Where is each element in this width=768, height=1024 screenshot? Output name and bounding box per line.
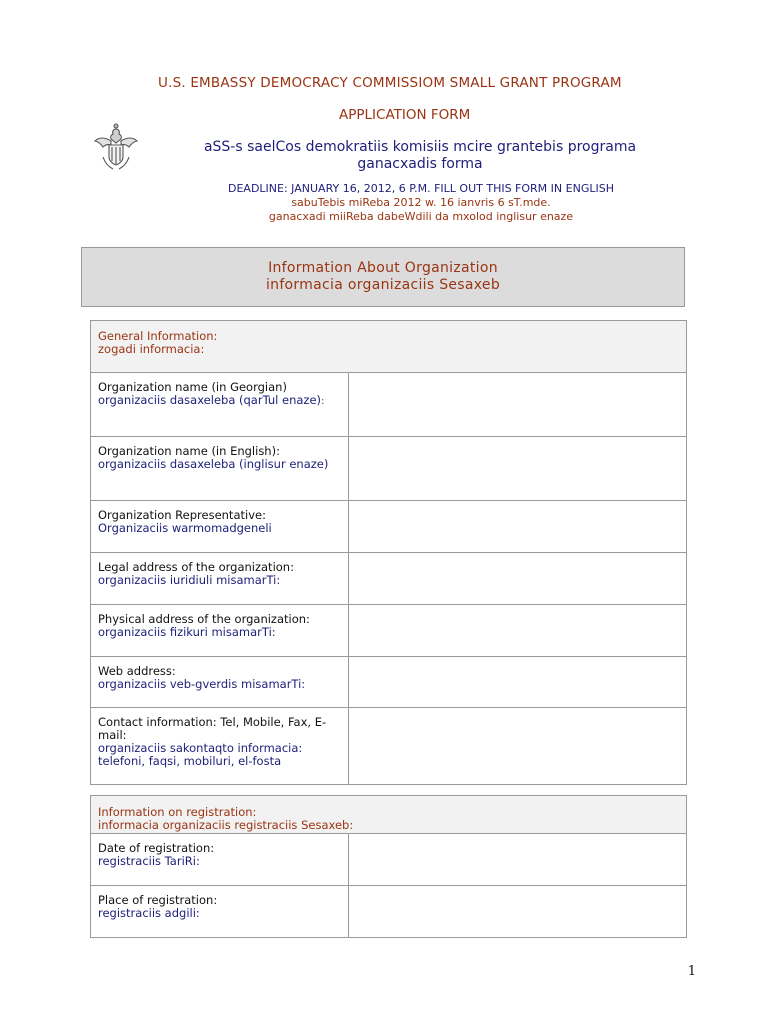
us-great-seal-icon [93, 123, 139, 173]
table-row [91, 501, 687, 553]
label-ge: organizaciis iuridiuli misamarTi: [98, 573, 281, 587]
label-ge-text: organizaciis dasaxeleba (qarTul enaze) [98, 393, 322, 407]
registration-header-en: Information on registration: [98, 805, 257, 819]
label-ge: organizaciis veb-gverdis misamarTi: [98, 677, 306, 691]
label-en: Physical address of the organization: [98, 612, 310, 626]
label-ge: registraciis adgili: [98, 906, 200, 920]
org-representative-field[interactable] [349, 501, 687, 553]
field-label [91, 657, 349, 708]
registration-header-ge: informacia organizaciis registraciis Sesaxeb: [98, 818, 354, 832]
label-ge: organizaciis fizikuri misamarTi: [98, 625, 276, 639]
field-label [91, 553, 349, 605]
field-label [91, 373, 349, 437]
field-label [91, 886, 349, 938]
table-row [91, 657, 687, 708]
table-row [91, 708, 687, 785]
general-info-table [90, 320, 687, 785]
label-en: Legal address of the organization: [98, 560, 294, 574]
table-row [91, 553, 687, 605]
table-row [91, 373, 687, 437]
label-ge-suffix: : [321, 396, 325, 407]
general-info-header-en: General Information: [98, 329, 218, 343]
field-label [91, 834, 349, 886]
label-ge: Organizaciis warmomadgeneli [98, 521, 272, 535]
table-row [91, 834, 687, 886]
table-row [91, 886, 687, 938]
registration-header [91, 796, 687, 834]
org-name-english-field[interactable] [349, 437, 687, 501]
label-en: Contact information: Tel, Mobile, Fax, E-mail: [98, 715, 327, 742]
label-en: Organization name (in Georgian) [98, 380, 287, 394]
deadline-english: DEADLINE: JANUARY 16, 2012, 6 P.M. FILL OUT THIS FORM IN ENGLISH [228, 182, 614, 195]
contact-info-field[interactable] [349, 708, 687, 785]
label-en: Organization Representative: [98, 508, 266, 522]
table-row [91, 605, 687, 657]
page-number: 1 [687, 964, 696, 979]
registration-table [90, 795, 687, 938]
field-label [91, 501, 349, 553]
web-address-field[interactable] [349, 657, 687, 708]
legal-address-field[interactable] [349, 553, 687, 605]
field-label [91, 605, 349, 657]
general-info-header-ge: zogadi informacia: [98, 342, 205, 356]
banner-title-en: Information About Organization [268, 260, 498, 276]
deadline-georgian-2: ganacxadi miiReba dabeWdili da mxolod inglisur enaze [268, 210, 574, 223]
banner-title-ge: informacia organizaciis Sesaxeb [265, 277, 501, 293]
registration-place-field[interactable] [349, 886, 687, 938]
registration-date-field[interactable] [349, 834, 687, 886]
label-en: Date of registration: [98, 841, 215, 855]
section-banner [81, 247, 685, 307]
label-en: Organization name (in English): [98, 444, 280, 458]
georgian-title [160, 139, 680, 173]
field-label [91, 708, 349, 785]
general-info-header [91, 321, 687, 373]
table-row [91, 437, 687, 501]
physical-address-field[interactable] [349, 605, 687, 657]
label-ge [98, 394, 342, 408]
label-en: Web address: [98, 664, 176, 678]
georgian-title-line-2: ganacxadis forma [357, 156, 483, 172]
georgian-title-line-1: aSS-s saelCos demokratiis komisiis mcire grantebis programa [203, 139, 637, 155]
field-label [91, 437, 349, 501]
program-title: U.S. EMBASSY DEMOCRACY COMMISSIOM SMALL GRANT PROGRAM [158, 75, 622, 91]
deadline-georgian-1: sabuTebis miReba 2012 w. 16 ianvris 6 sT.mde. [291, 196, 551, 209]
label-en: Place of registration: [98, 893, 218, 907]
label-ge: organizaciis dasaxeleba (inglisur enaze) [98, 457, 329, 471]
org-name-georgian-field[interactable] [349, 373, 687, 437]
form-subtitle: APPLICATION FORM [339, 107, 471, 123]
label-ge: registraciis TariRi: [98, 854, 200, 868]
label-ge: organizaciis sakontaqto informacia: telefoni, faqsi, mobiluri, el-fosta [98, 741, 303, 768]
deadline-block [150, 182, 692, 224]
